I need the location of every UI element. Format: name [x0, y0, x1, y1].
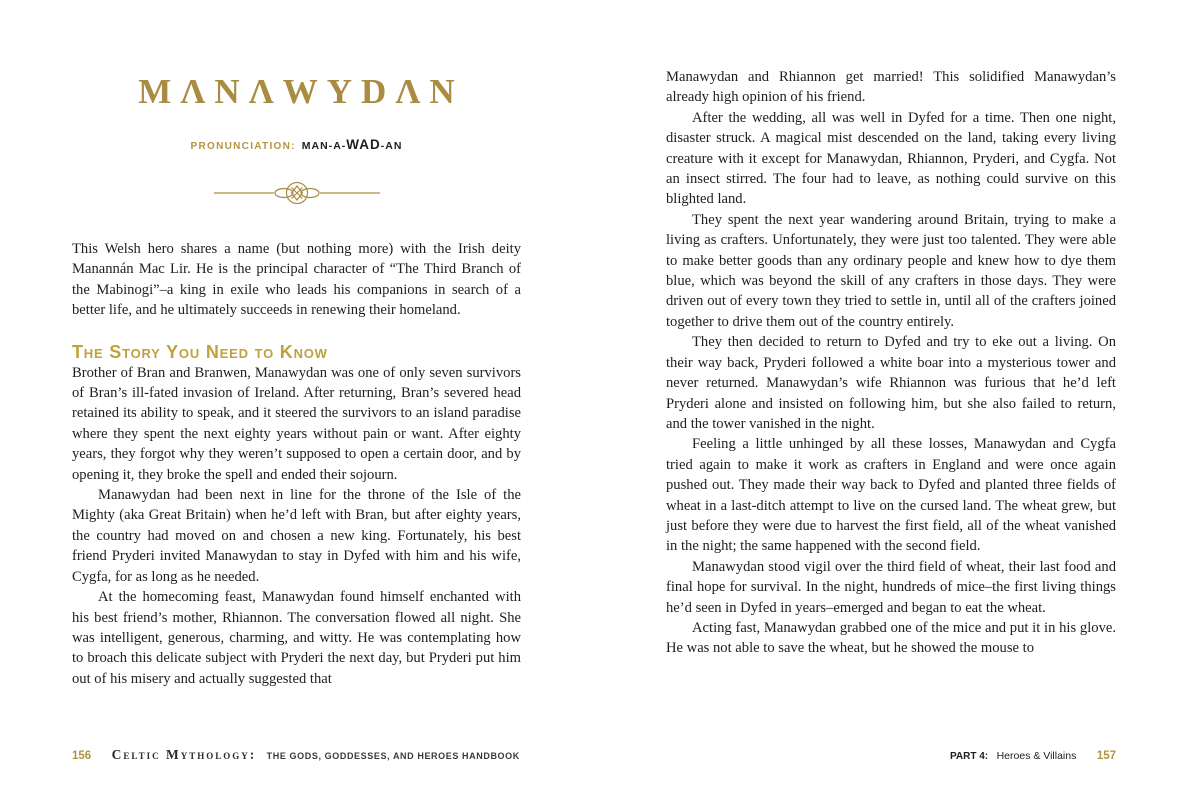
body-paragraph: Manawydan stood vigil over the third field of wheat, their last food and final hope for survival. In the night, hundreds of mice–the first living things he’d seen in Dyfed in years–emerged and began to eat the wheat.: [666, 558, 1116, 616]
pronunciation-pre: MAN-A-: [301, 140, 347, 152]
left-page-number: 156: [72, 750, 92, 762]
body-paragraph: Feeling a little unhinged by all these losses, Manawydan and Cygfa tried again to make it work as crafters in England and were once again pushed out. They made their way back to Dyfed and planted three fields of wheat in a last-ditch attempt to live on the cursed land. The wheat grew, but just before they were due to harvest the first field, all of the wheat vanished in the night; the same happened with the second field.: [666, 436, 1116, 555]
body-paragraph: Manawydan had been next in line for the throne of the Isle of the Mighty (aka Great Britain) when he’d left with Bran, but after eighty years, the country had moved on and chosen a new king. Fortunately, his best friend Pryderi invited Manawydan to stay in Dyfed with him and his wife, Cygfa, for as long as he needed.: [72, 487, 521, 585]
body-paragraph: They then decided to return to Dyfed and try to eke out a living. On their way back, Pryderi followed a white boar into a mysterious tower and never returned. Manawydan’s wife Rhiannon was furious that he’d left Pryderi alone and insisted on following him, but she also failed to return, and the tower vanished in the night.: [666, 334, 1116, 432]
footer-book-title: Celtic Mythology:: [111, 747, 257, 762]
body-paragraph: Acting fast, Manawydan grabbed one of the mice and put it in his glove. He was not able to save the wheat, but he showed the mouse to: [666, 619, 1116, 657]
left-page: [72, 0, 521, 689]
celtic-knot-divider-icon: [212, 180, 382, 206]
body-paragraph: Manawydan and Rhiannon get married! This solidified Manawydan’s already high opinion of his friend.: [666, 69, 1116, 106]
pronunciation-post: -AN: [380, 140, 403, 152]
body-paragraph: At the homecoming feast, Manawydan found himself enchanted with his best friend’s mother, Rhiannon. The conversation flowed all night. She was intelligent, generous, charming, and witty. He was contemplating how to broach this delicate subject with Pryderi the next day, but Pryderi put him out of his misery and actually suggested that: [72, 589, 521, 687]
footer-part-title: Heroes & Villains: [996, 750, 1077, 762]
body-paragraph: They spent the next year wandering around Britain, trying to make a living as crafters. Unfortunately, they were just too talented. They were able to make better goods than any ordinary people and knew how to dye them blue, which was beyond the skill of any crafters in those days. They were driven out of every town they tried to settle in, until all of the crafters joined together to drive them out of the country entirely.: [666, 211, 1116, 330]
footer-book-subtitle: THE GODS, GODDESSES, AND HEROES HANDBOOK: [266, 751, 520, 761]
body-paragraph: After the wedding, all was well in Dyfed for a time. Then one night, disaster struck. A magical mist descended on the land, taking every living creature with it except for Manawydan, Rhiannon, Pryderi, and Cygfa. Not an insect stirred. The four had to leave, as nothing could survive on this blighted land.: [666, 109, 1116, 208]
footer-part-label: PART 4:: [949, 751, 989, 762]
intro-paragraph: This Welsh hero shares a name (but nothing more) with the Irish deity Manannán Mac Lir. He is the principal character of “The Third Branch of the Mabinogi”–a king in exile who leads his companions in search of a better life, and he ultimately succeeds in renewing their homeland.: [72, 241, 521, 319]
chapter-title: MΛNΛWYDΛN: [138, 72, 464, 111]
section-heading: The Story You Need to Know: [72, 341, 328, 362]
right-page-number: 157: [1096, 750, 1116, 762]
left-footer: [72, 746, 520, 764]
body-paragraph: Brother of Bran and Branwen, Manawydan was one of only seven survivors of Bran’s ill-fated invasion of Ireland. After returning, Bran’s severed head retained its ability to speak, and it steered the survivors to an island paradise where they spent the next eighty years without pain or want. After eighty years, they forgot why they weren’t supposed to open a certain door, and by opening it, they broke the spell and ended their sojourn.: [72, 364, 521, 483]
pronunciation-line: [72, 136, 521, 154]
pronunciation-label: PRONUNCIATION:: [190, 141, 296, 152]
right-page: [666, 0, 1116, 659]
right-footer: [666, 746, 1116, 764]
pronunciation-stress: WAD: [346, 137, 381, 152]
divider-wrap: [72, 180, 521, 211]
